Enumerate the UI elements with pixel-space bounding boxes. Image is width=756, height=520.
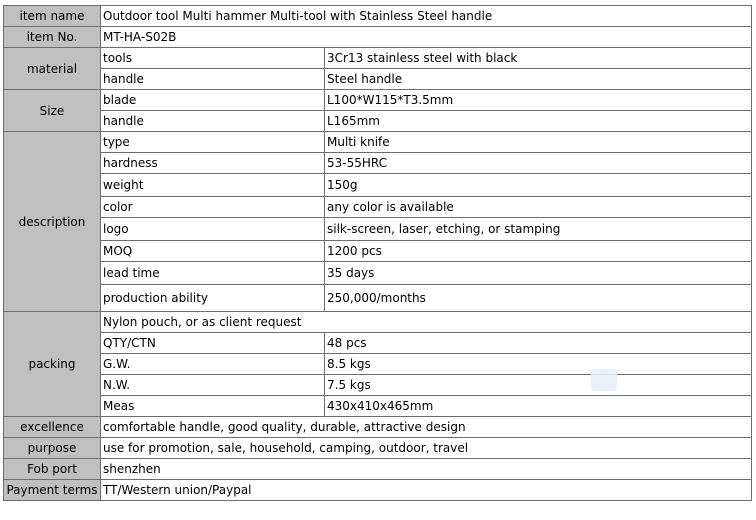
key-material-handle: handle: [101, 69, 325, 90]
row-desc-type: [4, 132, 752, 153]
row-item-no: [4, 27, 752, 48]
row-fob-port: [4, 459, 752, 480]
key-weight: weight: [101, 174, 325, 197]
value-packing-note: Nylon pouch, or as client request: [101, 312, 752, 333]
value-purpose: use for promotion, sale, household, camping, outdoor, travel: [101, 438, 752, 459]
row-desc-hardness: [4, 153, 752, 174]
row-packing-meas: [4, 396, 752, 417]
row-desc-weight: [4, 174, 752, 197]
label-size: Size: [4, 90, 101, 132]
value-fob-port: shenzhen: [101, 459, 752, 480]
label-fob-port: Fob port: [4, 459, 101, 480]
row-packing-qty: [4, 333, 752, 354]
row-size-handle: [4, 111, 752, 132]
key-tools: tools: [101, 48, 325, 69]
row-desc-logo: [4, 218, 752, 241]
row-material-handle: [4, 69, 752, 90]
label-excellence: excellence: [4, 417, 101, 438]
label-item-name: item name: [4, 6, 101, 27]
label-item-no: item No.: [4, 27, 101, 48]
key-nw: N.W.: [101, 375, 325, 396]
value-qty-ctn: 48 pcs: [325, 333, 752, 354]
key-production-ability: production ability: [101, 285, 325, 312]
row-desc-production-ability: [4, 285, 752, 312]
key-moq: MOQ: [101, 241, 325, 262]
product-spec-table: [3, 5, 752, 501]
row-desc-lead-time: [4, 262, 752, 285]
key-type: type: [101, 132, 325, 153]
value-excellence: comfortable handle, good quality, durable, attractive design: [101, 417, 752, 438]
key-color: color: [101, 197, 325, 218]
label-purpose: purpose: [4, 438, 101, 459]
row-packing-gw: [4, 354, 752, 375]
value-logo: silk-screen, laser, etching, or stamping: [325, 218, 752, 241]
row-desc-moq: [4, 241, 752, 262]
value-meas: 430x410x465mm: [325, 396, 752, 417]
value-weight: 150g: [325, 174, 752, 197]
key-qty-ctn: QTY/CTN: [101, 333, 325, 354]
key-gw: G.W.: [101, 354, 325, 375]
row-packing-nw: [4, 375, 752, 396]
value-payment-terms: TT/Western union/Paypal: [101, 480, 752, 501]
row-purpose: [4, 438, 752, 459]
key-blade: blade: [101, 90, 325, 111]
value-production-ability: 250,000/months: [325, 285, 752, 312]
key-hardness: hardness: [101, 153, 325, 174]
value-moq: 1200 pcs: [325, 241, 752, 262]
row-material-tools: [4, 48, 752, 69]
row-item-name: [4, 6, 752, 27]
watermark-logo: [591, 369, 617, 391]
row-payment-terms: [4, 480, 752, 501]
value-tools: 3Cr13 stainless steel with black: [325, 48, 752, 69]
key-size-handle: handle: [101, 111, 325, 132]
value-color: any color is available: [325, 197, 752, 218]
value-gw: 8.5 kgs: [325, 354, 752, 375]
row-excellence: [4, 417, 752, 438]
label-description: description: [4, 132, 101, 312]
row-packing-note: [4, 312, 752, 333]
value-hardness: 53-55HRC: [325, 153, 752, 174]
row-desc-color: [4, 197, 752, 218]
value-item-name: Outdoor tool Multi hammer Multi-tool with Stainless Steel handle: [101, 6, 752, 27]
key-meas: Meas: [101, 396, 325, 417]
value-material-handle: Steel handle: [325, 69, 752, 90]
value-size-handle: L165mm: [325, 111, 752, 132]
value-blade: L100*W115*T3.5mm: [325, 90, 752, 111]
value-type: Multi knife: [325, 132, 752, 153]
label-payment-terms: Payment terms: [4, 480, 101, 501]
value-nw: 7.5 kgs: [325, 375, 752, 396]
value-item-no: MT-HA-S02B: [101, 27, 752, 48]
label-packing: packing: [4, 312, 101, 417]
key-logo: logo: [101, 218, 325, 241]
label-material: material: [4, 48, 101, 90]
row-size-blade: [4, 90, 752, 111]
key-lead-time: lead time: [101, 262, 325, 285]
value-lead-time: 35 days: [325, 262, 752, 285]
